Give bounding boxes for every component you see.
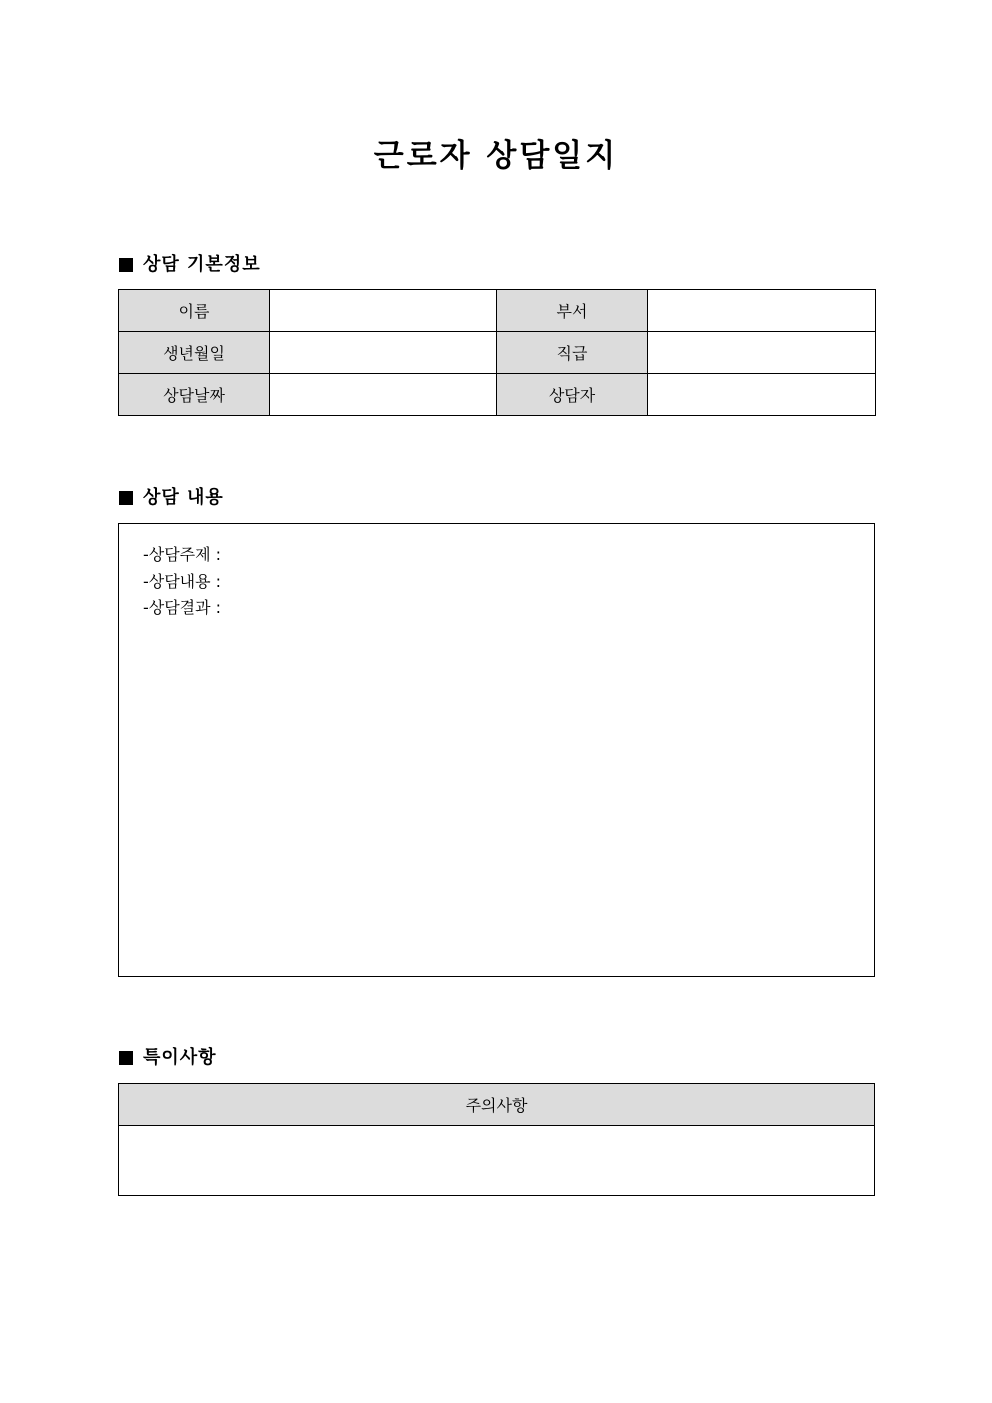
- name-label: 이름: [119, 290, 270, 332]
- black-square-icon: [119, 491, 133, 505]
- black-square-icon: [119, 258, 133, 272]
- table-row: [119, 332, 876, 374]
- counsel-topic-line: -상담주제 :: [143, 545, 222, 564]
- department-label: 부서: [497, 290, 648, 332]
- table-row: [119, 1126, 875, 1196]
- content-heading-text: 상담 내용: [143, 487, 224, 508]
- notes-heading: [119, 1046, 217, 1070]
- department-field[interactable]: [648, 290, 876, 332]
- notes-heading-text: 특이사항: [143, 1047, 217, 1068]
- page-title: 근로자 상담일지: [373, 138, 619, 174]
- caution-field[interactable]: [119, 1126, 875, 1196]
- basic-info-table: [118, 289, 876, 416]
- counselor-field[interactable]: [648, 374, 876, 416]
- table-row: [119, 374, 876, 416]
- counsel-content-box[interactable]: [118, 523, 875, 977]
- counsel-date-label: 상담날짜: [119, 374, 270, 416]
- table-row: [119, 1084, 875, 1126]
- birthdate-label: 생년월일: [119, 332, 270, 374]
- basic-info-heading-text: 상담 기본정보: [143, 254, 261, 275]
- name-field[interactable]: [270, 290, 497, 332]
- counsel-detail-line: -상담내용 :: [143, 571, 222, 591]
- black-square-icon: [119, 1051, 133, 1065]
- content-heading: [119, 486, 224, 510]
- content-lines: [143, 542, 221, 622]
- position-field[interactable]: [648, 332, 876, 374]
- counselor-label: 상담자: [497, 374, 648, 416]
- basic-info-heading: [119, 253, 261, 277]
- counsel-result-line: -상담결과 :: [143, 598, 222, 617]
- counsel-date-field[interactable]: [270, 374, 497, 416]
- position-label: 직급: [497, 332, 648, 374]
- notes-table: [118, 1083, 875, 1196]
- table-row: [119, 290, 876, 332]
- caution-header: 주의사항: [119, 1084, 875, 1126]
- birthdate-field[interactable]: [270, 332, 497, 374]
